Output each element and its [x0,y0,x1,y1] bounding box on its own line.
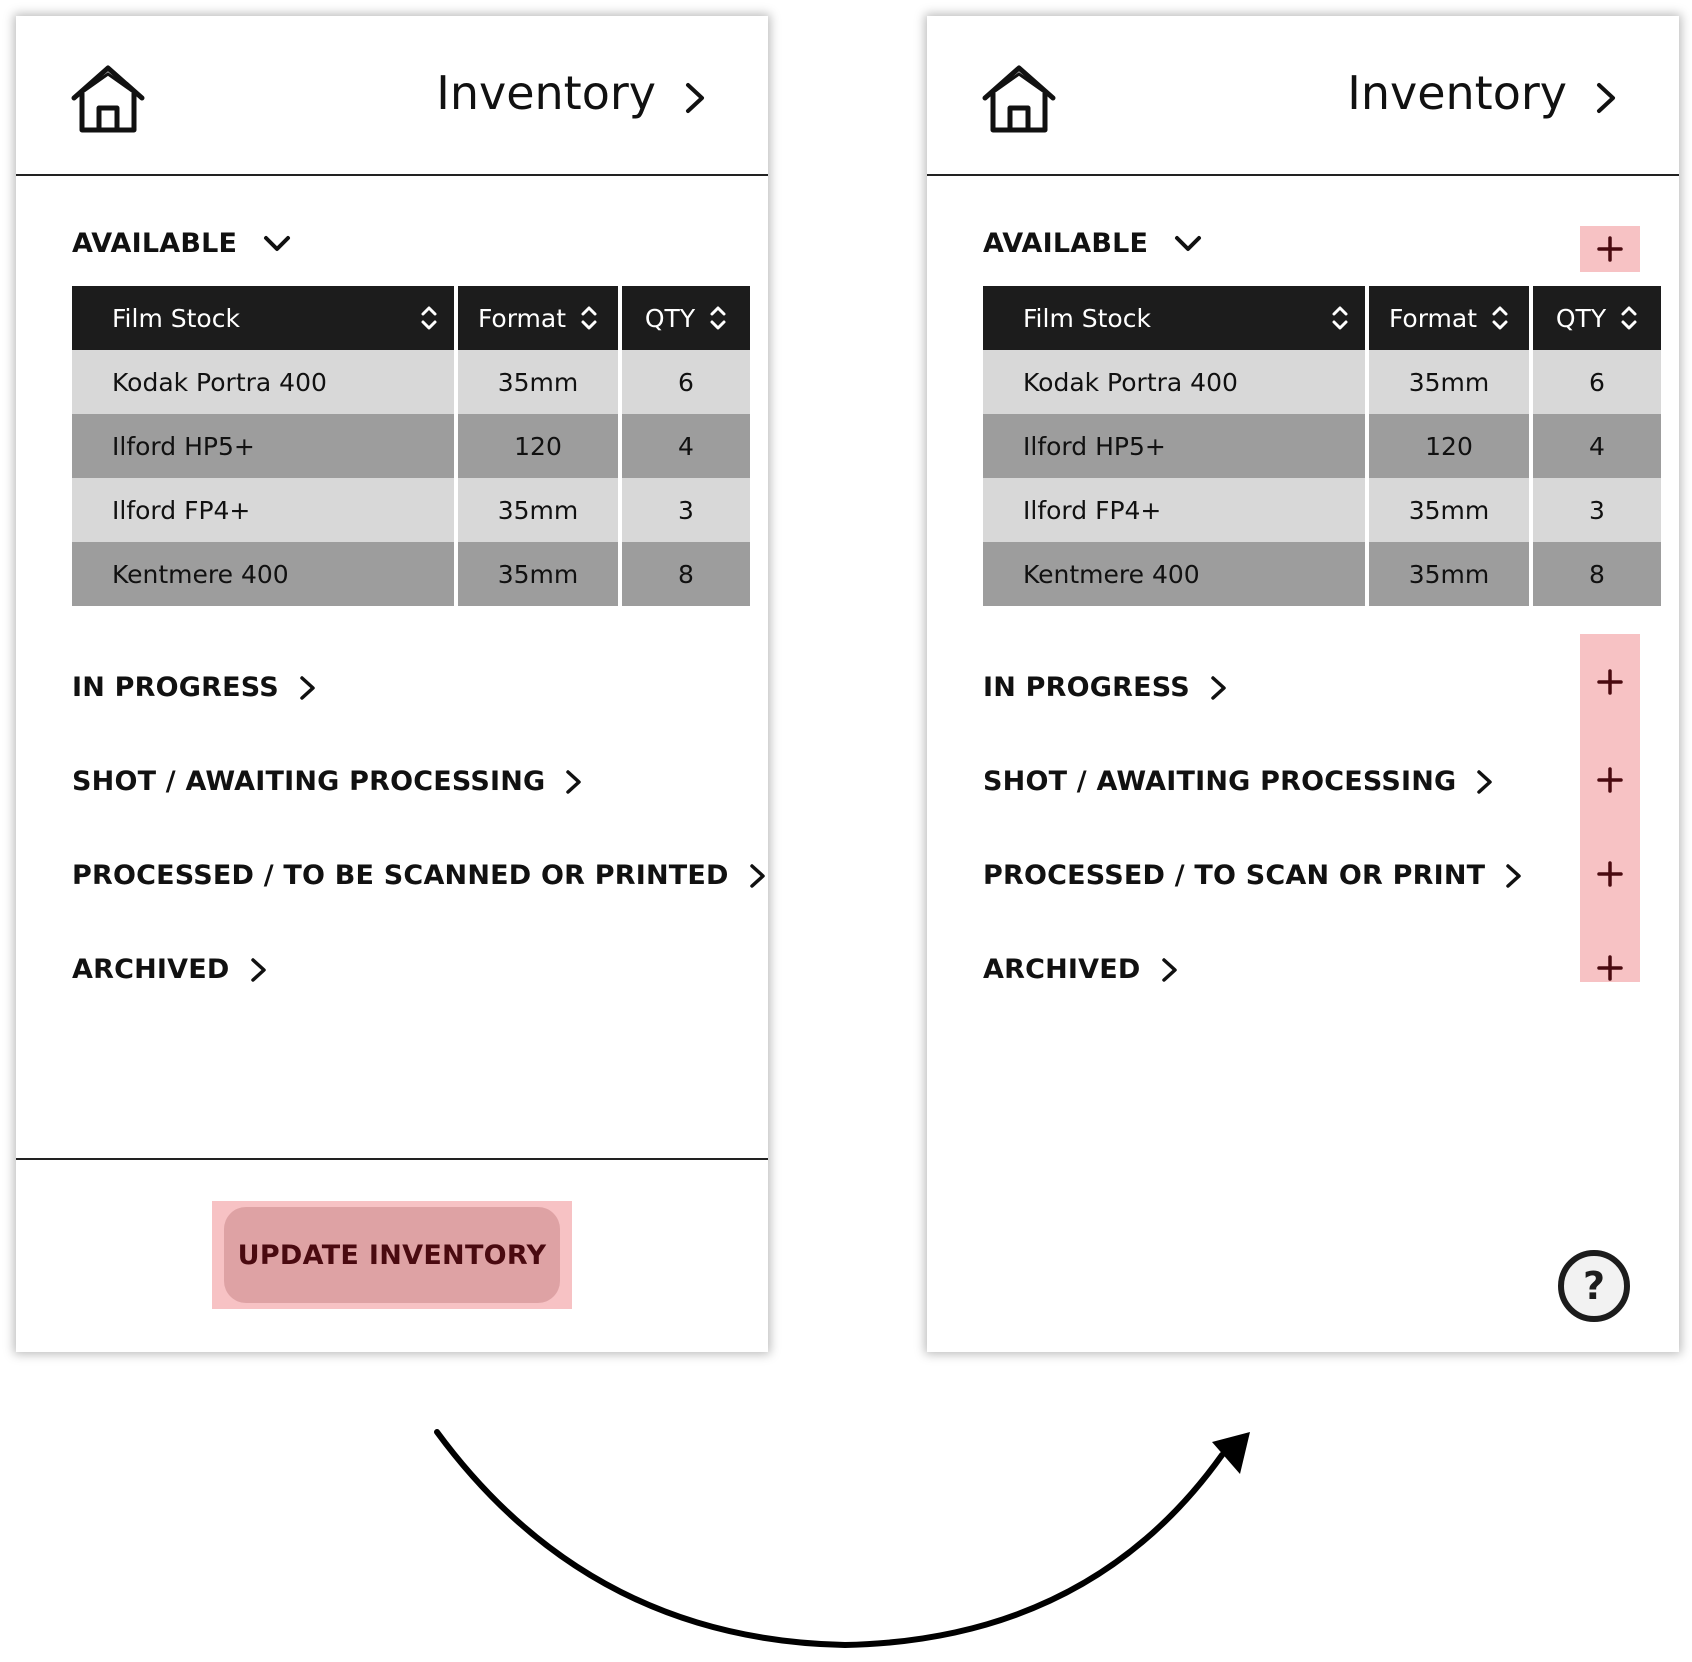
cell-qty: 6 [1533,350,1661,414]
chevron-down-icon[interactable] [1174,235,1202,253]
column-header-qty[interactable] [622,286,750,350]
add-available-button[interactable] [1580,226,1640,272]
section-archived[interactable] [72,954,268,985]
cell-qty: 8 [1533,542,1661,606]
column-header-format[interactable] [458,286,618,350]
column-label: QTY [1555,303,1607,333]
section-processed[interactable] [72,860,767,891]
section-label: ARCHIVED [983,954,1141,985]
chevron-right-icon[interactable] [1210,675,1228,701]
table-row[interactable] [983,478,1661,542]
screen-after [927,16,1679,1352]
cell-film-stock: Ilford HP5+ [983,414,1365,478]
sort-icon[interactable] [1331,304,1349,332]
section-label: IN PROGRESS [72,672,279,703]
cell-qty: 3 [1533,478,1661,542]
cell-qty: 8 [622,542,750,606]
section-label-available: AVAILABLE [983,228,1149,259]
plus-icon[interactable] [1596,954,1624,982]
sort-icon[interactable] [580,304,598,332]
cell-format: 35mm [458,350,618,414]
sort-icon[interactable] [1620,304,1638,332]
cell-format: 35mm [458,542,618,606]
inventory-table [979,286,1665,606]
section-label: ARCHIVED [72,954,230,985]
table-row[interactable] [72,478,750,542]
update-inventory-button[interactable]: UPDATE INVENTORY [224,1207,560,1303]
section-shot-awaiting-processing[interactable] [72,766,583,797]
cell-qty: 4 [1533,414,1661,478]
highlight-box [212,1201,572,1309]
table-row[interactable] [983,350,1661,414]
sort-icon[interactable] [420,304,438,332]
cell-film-stock: Kodak Portra 400 [983,350,1365,414]
cell-qty: 3 [622,478,750,542]
chevron-down-icon[interactable] [263,235,291,253]
plus-icon[interactable] [1596,766,1624,794]
section-in-progress[interactable] [983,672,1228,703]
table-row[interactable] [72,350,750,414]
chevron-right-icon[interactable] [565,769,583,795]
available-section-header[interactable] [72,228,291,259]
add-buttons-highlight [1580,634,1640,982]
cell-format: 35mm [1369,542,1529,606]
table-row[interactable] [983,542,1661,606]
column-header-film-stock[interactable] [72,286,454,350]
chevron-right-icon[interactable] [684,82,706,114]
available-section-header[interactable] [983,228,1202,259]
section-label: SHOT / AWAITING PROCESSING [983,766,1457,797]
chevron-right-icon[interactable] [299,675,317,701]
top-bar [927,16,1679,176]
screen-before [16,16,768,1352]
page-title: Inventory [1347,66,1567,120]
table-row[interactable] [72,542,750,606]
top-bar [16,16,768,176]
home-icon[interactable] [70,64,146,134]
cell-format: 120 [1369,414,1529,478]
cell-film-stock: Kentmere 400 [983,542,1365,606]
table-row[interactable] [983,414,1661,478]
chevron-right-icon[interactable] [1161,957,1179,983]
cell-format: 35mm [458,478,618,542]
sort-icon[interactable] [1491,304,1509,332]
column-label: Format [1388,303,1478,333]
cell-film-stock: Ilford FP4+ [983,478,1365,542]
plus-icon[interactable] [1596,860,1624,888]
footer-divider [16,1158,768,1160]
page-title: Inventory [436,66,656,120]
home-icon[interactable] [981,64,1057,134]
plus-icon [1596,235,1624,263]
cell-format: 35mm [1369,350,1529,414]
cell-film-stock: Kentmere 400 [72,542,454,606]
section-label: PROCESSED / TO SCAN OR PRINT [983,860,1486,891]
section-processed[interactable] [983,860,1523,891]
sort-icon[interactable] [709,304,727,332]
chevron-right-icon[interactable] [250,957,268,983]
cell-film-stock: Ilford FP4+ [72,478,454,542]
cell-format: 120 [458,414,618,478]
section-label: IN PROGRESS [983,672,1190,703]
column-header-film-stock[interactable] [983,286,1365,350]
help-icon[interactable] [1557,1249,1631,1323]
chevron-right-icon[interactable] [1476,769,1494,795]
column-label: QTY [644,303,696,333]
plus-icon[interactable] [1596,668,1624,696]
chevron-right-icon[interactable] [1505,863,1523,889]
section-label-available: AVAILABLE [72,228,238,259]
cell-format: 35mm [1369,478,1529,542]
arrowhead [1212,1432,1250,1474]
cell-film-stock: Kodak Portra 400 [72,350,454,414]
help-label: ? [1582,1264,1606,1308]
section-archived[interactable] [983,954,1179,985]
cell-film-stock: Ilford HP5+ [72,414,454,478]
chevron-right-icon[interactable] [749,863,767,889]
inventory-table [68,286,754,606]
column-header-format[interactable] [1369,286,1529,350]
column-label: Format [477,303,567,333]
table-row[interactable] [72,414,750,478]
column-header-qty[interactable] [1533,286,1661,350]
column-label: Film Stock [1023,303,1151,333]
section-in-progress[interactable] [72,672,317,703]
column-label: Film Stock [112,303,240,333]
section-label: SHOT / AWAITING PROCESSING [72,766,546,797]
section-label: PROCESSED / TO BE SCANNED OR PRINTED [72,860,729,891]
chevron-right-icon[interactable] [1595,82,1617,114]
cell-qty: 6 [622,350,750,414]
cell-qty: 4 [622,414,750,478]
section-shot-awaiting-processing[interactable] [983,766,1494,797]
